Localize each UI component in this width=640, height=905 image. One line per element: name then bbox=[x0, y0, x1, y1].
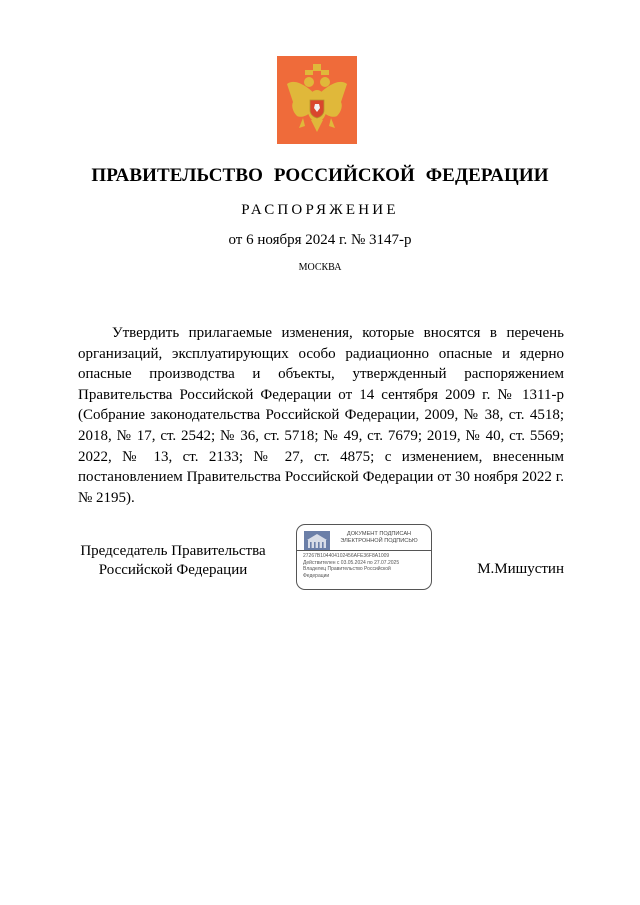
stamp-validity: Действителен с 03.05.2024 по 27.07.2025 bbox=[303, 559, 400, 566]
order-text: Утвердить прилагаемые изменения, которые вносятся в перечень организаций, эксплуатирующих особо радиационно опасные и ядерно опасные производства и объекты, утвержденный распоряжением Правительства Российской Федерации от 14 сентября 2009 г. № 1311-р (Собрание законодательства Российской Федерации, 2009, № 38, ст. 4518; 2018, № 17, ст. 2542; № 36, ст. 5718; № 49, ст. 7679; 2019, № 40, ст. 5569; 2022, № 13, ст. 2133; № 27, ст. 4875; с изменением, внесенным постановлением Правительства Российской Федерации от 30 ноября 2022 г. № 2195). bbox=[78, 325, 564, 506]
stamp-owner-line-1: Владелец Правительство Российской bbox=[303, 566, 391, 573]
stamp-divider bbox=[297, 550, 431, 551]
document-date-number: от 6 ноября 2024 г. № 3147-р bbox=[228, 232, 412, 248]
stamp-title-line-1: ДОКУМЕНТ ПОДПИСАН bbox=[346, 531, 412, 537]
stamp-title bbox=[329, 531, 429, 545]
coat-of-arms-icon bbox=[277, 56, 357, 144]
stamp-title-line-2: ЭЛЕКТРОННОЙ ПОДПИСЬЮ bbox=[340, 538, 418, 544]
position-line-2: Российской Федерации bbox=[98, 562, 248, 578]
signatory-position bbox=[78, 542, 268, 580]
stamp-certificate: 27267B104404102456AFE36F8A1009 bbox=[303, 553, 390, 559]
stamp-owner-line-2: Федерации bbox=[303, 572, 330, 579]
document-type: РАСПОРЯЖЕНИЕ bbox=[241, 202, 399, 218]
signatory-name: М.Мишустин bbox=[477, 561, 564, 577]
stamp-details bbox=[303, 553, 399, 579]
position-line-1: Председатель Правительства bbox=[80, 543, 266, 559]
document-city: МОСКВА bbox=[298, 262, 342, 273]
electronic-signature-stamp bbox=[296, 524, 432, 590]
government-title: ПРАВИТЕЛЬСТВО РОССИЙСКОЙ ФЕДЕРАЦИИ bbox=[91, 165, 549, 186]
government-building-icon bbox=[304, 531, 330, 551]
